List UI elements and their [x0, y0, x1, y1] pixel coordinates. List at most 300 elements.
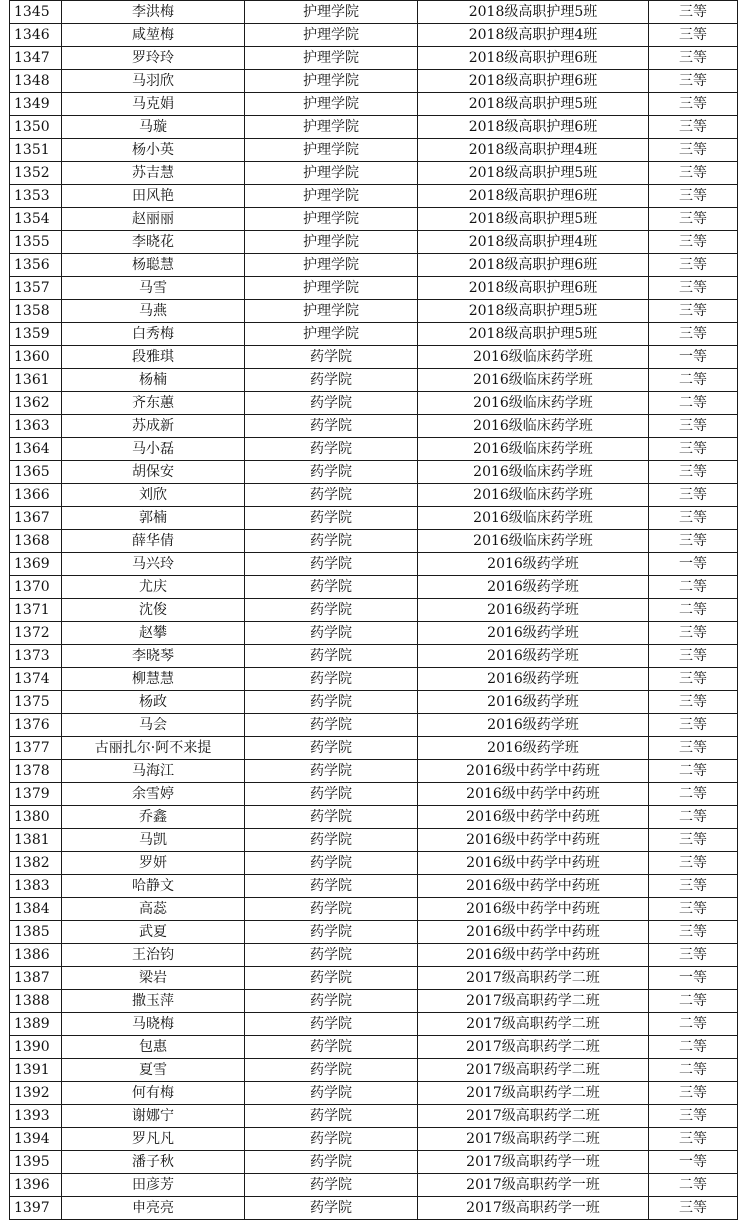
award-level-cell: 三等: [649, 70, 738, 93]
college-cell: 护理学院: [245, 323, 418, 346]
student-name-cell: 武夏: [62, 921, 245, 944]
class-cell: 2017级高职药学一班: [418, 1197, 649, 1220]
serial-number-cell: 1351: [10, 139, 62, 162]
serial-number-cell: 1357: [10, 277, 62, 300]
serial-number-cell: 1388: [10, 990, 62, 1013]
award-level-cell: 三等: [649, 668, 738, 691]
college-cell: 药学院: [245, 1013, 418, 1036]
college-cell: 护理学院: [245, 70, 418, 93]
student-name-cell: 马兴玲: [62, 553, 245, 576]
college-cell: 护理学院: [245, 185, 418, 208]
student-name-cell: 潘子秋: [62, 1151, 245, 1174]
college-cell: 药学院: [245, 875, 418, 898]
serial-number-cell: 1356: [10, 254, 62, 277]
student-name-cell: 杨聪慧: [62, 254, 245, 277]
serial-number-cell: 1350: [10, 116, 62, 139]
college-cell: 护理学院: [245, 300, 418, 323]
class-cell: 2016级临床药学班: [418, 507, 649, 530]
award-list-body: [10, 1, 738, 1220]
college-cell: 药学院: [245, 1174, 418, 1197]
class-cell: 2018级高职护理4班: [418, 24, 649, 47]
table-row: [10, 300, 738, 323]
table-row: [10, 185, 738, 208]
class-cell: 2016级中药学中药班: [418, 852, 649, 875]
student-name-cell: 马海江: [62, 760, 245, 783]
table-row: [10, 231, 738, 254]
class-cell: 2016级药学班: [418, 622, 649, 645]
award-level-cell: 三等: [649, 461, 738, 484]
student-name-cell: 苏成新: [62, 415, 245, 438]
serial-number-cell: 1352: [10, 162, 62, 185]
award-level-cell: 三等: [649, 438, 738, 461]
serial-number-cell: 1368: [10, 530, 62, 553]
class-cell: 2016级药学班: [418, 668, 649, 691]
table-row: [10, 1059, 738, 1082]
class-cell: 2017级高职药学二班: [418, 1082, 649, 1105]
class-cell: 2017级高职药学二班: [418, 990, 649, 1013]
class-cell: 2017级高职药学二班: [418, 1059, 649, 1082]
serial-number-cell: 1362: [10, 392, 62, 415]
table-row: [10, 1151, 738, 1174]
student-name-cell: 马小磊: [62, 438, 245, 461]
award-level-cell: 一等: [649, 553, 738, 576]
table-row: [10, 622, 738, 645]
student-name-cell: 胡保安: [62, 461, 245, 484]
table-row: [10, 530, 738, 553]
student-name-cell: 赵攀: [62, 622, 245, 645]
serial-number-cell: 1349: [10, 93, 62, 116]
student-name-cell: 刘欣: [62, 484, 245, 507]
class-cell: 2018级高职护理4班: [418, 231, 649, 254]
award-level-cell: 三等: [649, 530, 738, 553]
student-name-cell: 杨小英: [62, 139, 245, 162]
award-level-cell: 三等: [649, 1197, 738, 1220]
award-level-cell: 三等: [649, 277, 738, 300]
serial-number-cell: 1385: [10, 921, 62, 944]
college-cell: 药学院: [245, 461, 418, 484]
student-name-cell: 马雪: [62, 277, 245, 300]
student-name-cell: 哈静文: [62, 875, 245, 898]
table-row: [10, 461, 738, 484]
serial-number-cell: 1355: [10, 231, 62, 254]
award-level-cell: 三等: [649, 622, 738, 645]
class-cell: 2017级高职药学二班: [418, 1013, 649, 1036]
student-name-cell: 梁岩: [62, 967, 245, 990]
table-row: [10, 139, 738, 162]
serial-number-cell: 1392: [10, 1082, 62, 1105]
college-cell: 药学院: [245, 1197, 418, 1220]
award-level-cell: 三等: [649, 1082, 738, 1105]
college-cell: 药学院: [245, 829, 418, 852]
class-cell: 2016级临床药学班: [418, 369, 649, 392]
student-name-cell: 申亮亮: [62, 1197, 245, 1220]
college-cell: 药学院: [245, 622, 418, 645]
class-cell: 2016级中药学中药班: [418, 806, 649, 829]
college-cell: 药学院: [245, 415, 418, 438]
student-name-cell: 咸堃梅: [62, 24, 245, 47]
table-row: [10, 116, 738, 139]
serial-number-cell: 1359: [10, 323, 62, 346]
table-row: [10, 438, 738, 461]
college-cell: 护理学院: [245, 139, 418, 162]
award-level-cell: 一等: [649, 346, 738, 369]
award-level-cell: 三等: [649, 323, 738, 346]
college-cell: 药学院: [245, 737, 418, 760]
serial-number-cell: 1364: [10, 438, 62, 461]
serial-number-cell: 1348: [10, 70, 62, 93]
award-level-cell: 二等: [649, 369, 738, 392]
serial-number-cell: 1381: [10, 829, 62, 852]
class-cell: 2016级药学班: [418, 599, 649, 622]
award-level-cell: 二等: [649, 783, 738, 806]
award-list-table: [9, 0, 738, 1220]
class-cell: 2016级药学班: [418, 714, 649, 737]
serial-number-cell: 1386: [10, 944, 62, 967]
award-level-cell: 三等: [649, 645, 738, 668]
student-name-cell: 齐东蕙: [62, 392, 245, 415]
serial-number-cell: 1369: [10, 553, 62, 576]
student-name-cell: 郭楠: [62, 507, 245, 530]
table-row: [10, 162, 738, 185]
student-name-cell: 谢娜宁: [62, 1105, 245, 1128]
table-row: [10, 714, 738, 737]
award-level-cell: 三等: [649, 208, 738, 231]
serial-number-cell: 1346: [10, 24, 62, 47]
student-name-cell: 何有梅: [62, 1082, 245, 1105]
table-row: [10, 346, 738, 369]
award-level-cell: 三等: [649, 714, 738, 737]
student-name-cell: 古丽扎尔·阿不来提: [62, 737, 245, 760]
serial-number-cell: 1396: [10, 1174, 62, 1197]
class-cell: 2016级中药学中药班: [418, 875, 649, 898]
college-cell: 护理学院: [245, 24, 418, 47]
award-level-cell: 二等: [649, 576, 738, 599]
table-row: [10, 1105, 738, 1128]
college-cell: 药学院: [245, 760, 418, 783]
award-level-cell: 三等: [649, 185, 738, 208]
table-row: [10, 783, 738, 806]
class-cell: 2018级高职护理5班: [418, 323, 649, 346]
award-level-cell: 二等: [649, 1059, 738, 1082]
serial-number-cell: 1387: [10, 967, 62, 990]
table-row: [10, 1, 738, 24]
class-cell: 2018级高职护理6班: [418, 70, 649, 93]
student-name-cell: 余雪婷: [62, 783, 245, 806]
award-level-cell: 一等: [649, 1151, 738, 1174]
student-name-cell: 田彦芳: [62, 1174, 245, 1197]
table-row: [10, 507, 738, 530]
class-cell: 2016级药学班: [418, 737, 649, 760]
table-row: [10, 829, 738, 852]
student-name-cell: 马凯: [62, 829, 245, 852]
student-name-cell: 田风艳: [62, 185, 245, 208]
college-cell: 药学院: [245, 1105, 418, 1128]
class-cell: 2017级高职药学一班: [418, 1151, 649, 1174]
college-cell: 药学院: [245, 1151, 418, 1174]
award-level-cell: 三等: [649, 898, 738, 921]
award-level-cell: 二等: [649, 1036, 738, 1059]
table-row: [10, 277, 738, 300]
table-row: [10, 415, 738, 438]
award-level-cell: 二等: [649, 392, 738, 415]
college-cell: 药学院: [245, 346, 418, 369]
student-name-cell: 罗玲玲: [62, 47, 245, 70]
class-cell: 2018级高职护理6班: [418, 254, 649, 277]
serial-number-cell: 1391: [10, 1059, 62, 1082]
award-level-cell: 二等: [649, 990, 738, 1013]
serial-number-cell: 1360: [10, 346, 62, 369]
student-name-cell: 高蕊: [62, 898, 245, 921]
student-name-cell: 马燕: [62, 300, 245, 323]
table-row: [10, 47, 738, 70]
college-cell: 药学院: [245, 576, 418, 599]
student-name-cell: 尤庆: [62, 576, 245, 599]
award-level-cell: 三等: [649, 231, 738, 254]
serial-number-cell: 1373: [10, 645, 62, 668]
class-cell: 2016级临床药学班: [418, 461, 649, 484]
college-cell: 药学院: [245, 691, 418, 714]
table-row: [10, 967, 738, 990]
table-row: [10, 1082, 738, 1105]
table-row: [10, 254, 738, 277]
serial-number-cell: 1383: [10, 875, 62, 898]
college-cell: 药学院: [245, 967, 418, 990]
table-row: [10, 484, 738, 507]
serial-number-cell: 1366: [10, 484, 62, 507]
award-level-cell: 三等: [649, 93, 738, 116]
award-level-cell: 三等: [649, 116, 738, 139]
student-name-cell: 李晓琴: [62, 645, 245, 668]
student-name-cell: 马晓梅: [62, 1013, 245, 1036]
award-level-cell: 三等: [649, 1105, 738, 1128]
class-cell: 2016级临床药学班: [418, 438, 649, 461]
table-row: [10, 599, 738, 622]
table-row: [10, 944, 738, 967]
serial-number-cell: 1374: [10, 668, 62, 691]
student-name-cell: 赵丽丽: [62, 208, 245, 231]
class-cell: 2016级中药学中药班: [418, 898, 649, 921]
college-cell: 护理学院: [245, 254, 418, 277]
class-cell: 2018级高职护理5班: [418, 162, 649, 185]
serial-number-cell: 1390: [10, 1036, 62, 1059]
college-cell: 护理学院: [245, 93, 418, 116]
student-name-cell: 马羽欣: [62, 70, 245, 93]
student-name-cell: 白秀梅: [62, 323, 245, 346]
class-cell: 2018级高职护理5班: [418, 208, 649, 231]
class-cell: 2016级临床药学班: [418, 530, 649, 553]
award-level-cell: 三等: [649, 507, 738, 530]
serial-number-cell: 1365: [10, 461, 62, 484]
college-cell: 护理学院: [245, 1, 418, 24]
class-cell: 2018级高职护理6班: [418, 116, 649, 139]
serial-number-cell: 1380: [10, 806, 62, 829]
college-cell: 药学院: [245, 783, 418, 806]
college-cell: 护理学院: [245, 208, 418, 231]
class-cell: 2016级中药学中药班: [418, 829, 649, 852]
college-cell: 药学院: [245, 1082, 418, 1105]
award-level-cell: 三等: [649, 484, 738, 507]
table-row: [10, 760, 738, 783]
college-cell: 药学院: [245, 806, 418, 829]
college-cell: 药学院: [245, 898, 418, 921]
award-level-cell: 二等: [649, 599, 738, 622]
class-cell: 2016级临床药学班: [418, 346, 649, 369]
serial-number-cell: 1389: [10, 1013, 62, 1036]
serial-number-cell: 1379: [10, 783, 62, 806]
table-row: [10, 369, 738, 392]
table-row: [10, 898, 738, 921]
award-level-cell: 三等: [649, 254, 738, 277]
college-cell: 药学院: [245, 852, 418, 875]
table-row: [10, 576, 738, 599]
college-cell: 药学院: [245, 990, 418, 1013]
table-row: [10, 24, 738, 47]
class-cell: 2016级中药学中药班: [418, 921, 649, 944]
serial-number-cell: 1384: [10, 898, 62, 921]
college-cell: 药学院: [245, 392, 418, 415]
serial-number-cell: 1358: [10, 300, 62, 323]
award-level-cell: 三等: [649, 852, 738, 875]
student-name-cell: 乔鑫: [62, 806, 245, 829]
class-cell: 2016级临床药学班: [418, 484, 649, 507]
college-cell: 药学院: [245, 553, 418, 576]
college-cell: 药学院: [245, 921, 418, 944]
table-row: [10, 852, 738, 875]
serial-number-cell: 1397: [10, 1197, 62, 1220]
student-name-cell: 夏雪: [62, 1059, 245, 1082]
class-cell: 2016级临床药学班: [418, 392, 649, 415]
class-cell: 2017级高职药学二班: [418, 1128, 649, 1151]
class-cell: 2017级高职药学一班: [418, 1174, 649, 1197]
award-level-cell: 三等: [649, 737, 738, 760]
college-cell: 护理学院: [245, 277, 418, 300]
student-name-cell: 罗妍: [62, 852, 245, 875]
class-cell: 2016级药学班: [418, 645, 649, 668]
student-name-cell: 王治钧: [62, 944, 245, 967]
serial-number-cell: 1395: [10, 1151, 62, 1174]
college-cell: 护理学院: [245, 162, 418, 185]
class-cell: 2016级中药学中药班: [418, 760, 649, 783]
college-cell: 药学院: [245, 668, 418, 691]
student-name-cell: 马会: [62, 714, 245, 737]
table-row: [10, 990, 738, 1013]
college-cell: 药学院: [245, 507, 418, 530]
serial-number-cell: 1371: [10, 599, 62, 622]
student-name-cell: 苏吉慧: [62, 162, 245, 185]
serial-number-cell: 1367: [10, 507, 62, 530]
class-cell: 2017级高职药学二班: [418, 1105, 649, 1128]
table-row: [10, 392, 738, 415]
student-name-cell: 撒玉萍: [62, 990, 245, 1013]
table-row: [10, 553, 738, 576]
table-row: [10, 70, 738, 93]
student-name-cell: 李晓花: [62, 231, 245, 254]
table-row: [10, 1197, 738, 1220]
award-level-cell: 三等: [649, 415, 738, 438]
student-name-cell: 马璇: [62, 116, 245, 139]
class-cell: 2018级高职护理5班: [418, 1, 649, 24]
college-cell: 药学院: [245, 599, 418, 622]
serial-number-cell: 1347: [10, 47, 62, 70]
class-cell: 2018级高职护理6班: [418, 277, 649, 300]
table-row: [10, 737, 738, 760]
table-row: [10, 1013, 738, 1036]
award-level-cell: 三等: [649, 139, 738, 162]
student-name-cell: 马克娟: [62, 93, 245, 116]
college-cell: 药学院: [245, 1059, 418, 1082]
serial-number-cell: 1353: [10, 185, 62, 208]
table-row: [10, 691, 738, 714]
award-level-cell: 二等: [649, 806, 738, 829]
table-row: [10, 806, 738, 829]
class-cell: 2016级药学班: [418, 553, 649, 576]
class-cell: 2018级高职护理5班: [418, 300, 649, 323]
award-level-cell: 三等: [649, 24, 738, 47]
class-cell: 2018级高职护理6班: [418, 47, 649, 70]
table-row: [10, 645, 738, 668]
serial-number-cell: 1382: [10, 852, 62, 875]
award-level-cell: 三等: [649, 944, 738, 967]
college-cell: 护理学院: [245, 116, 418, 139]
college-cell: 护理学院: [245, 231, 418, 254]
class-cell: 2016级临床药学班: [418, 415, 649, 438]
table-row: [10, 1174, 738, 1197]
class-cell: 2016级药学班: [418, 691, 649, 714]
serial-number-cell: 1375: [10, 691, 62, 714]
award-level-cell: 三等: [649, 47, 738, 70]
student-name-cell: 杨政: [62, 691, 245, 714]
table-row: [10, 1128, 738, 1151]
table-row: [10, 93, 738, 116]
serial-number-cell: 1361: [10, 369, 62, 392]
student-name-cell: 罗凡凡: [62, 1128, 245, 1151]
award-level-cell: 三等: [649, 162, 738, 185]
class-cell: 2016级中药学中药班: [418, 783, 649, 806]
college-cell: 药学院: [245, 1036, 418, 1059]
college-cell: 药学院: [245, 484, 418, 507]
award-level-cell: 三等: [649, 300, 738, 323]
serial-number-cell: 1376: [10, 714, 62, 737]
table-row: [10, 323, 738, 346]
award-level-cell: 二等: [649, 760, 738, 783]
student-name-cell: 沈俊: [62, 599, 245, 622]
award-level-cell: 二等: [649, 1174, 738, 1197]
table-row: [10, 875, 738, 898]
student-name-cell: 柳慧慧: [62, 668, 245, 691]
award-level-cell: 三等: [649, 829, 738, 852]
college-cell: 药学院: [245, 714, 418, 737]
college-cell: 护理学院: [245, 47, 418, 70]
table-row: [10, 668, 738, 691]
award-level-cell: 三等: [649, 691, 738, 714]
table-row: [10, 921, 738, 944]
student-name-cell: 杨楠: [62, 369, 245, 392]
class-cell: 2017级高职药学二班: [418, 967, 649, 990]
college-cell: 药学院: [245, 530, 418, 553]
student-name-cell: 段雅琪: [62, 346, 245, 369]
college-cell: 药学院: [245, 645, 418, 668]
serial-number-cell: 1378: [10, 760, 62, 783]
student-name-cell: 薛华倩: [62, 530, 245, 553]
serial-number-cell: 1363: [10, 415, 62, 438]
student-name-cell: 包惠: [62, 1036, 245, 1059]
table-row: [10, 208, 738, 231]
college-cell: 药学院: [245, 944, 418, 967]
class-cell: 2018级高职护理4班: [418, 139, 649, 162]
class-cell: 2018级高职护理5班: [418, 93, 649, 116]
class-cell: 2018级高职护理6班: [418, 185, 649, 208]
table-row: [10, 1036, 738, 1059]
